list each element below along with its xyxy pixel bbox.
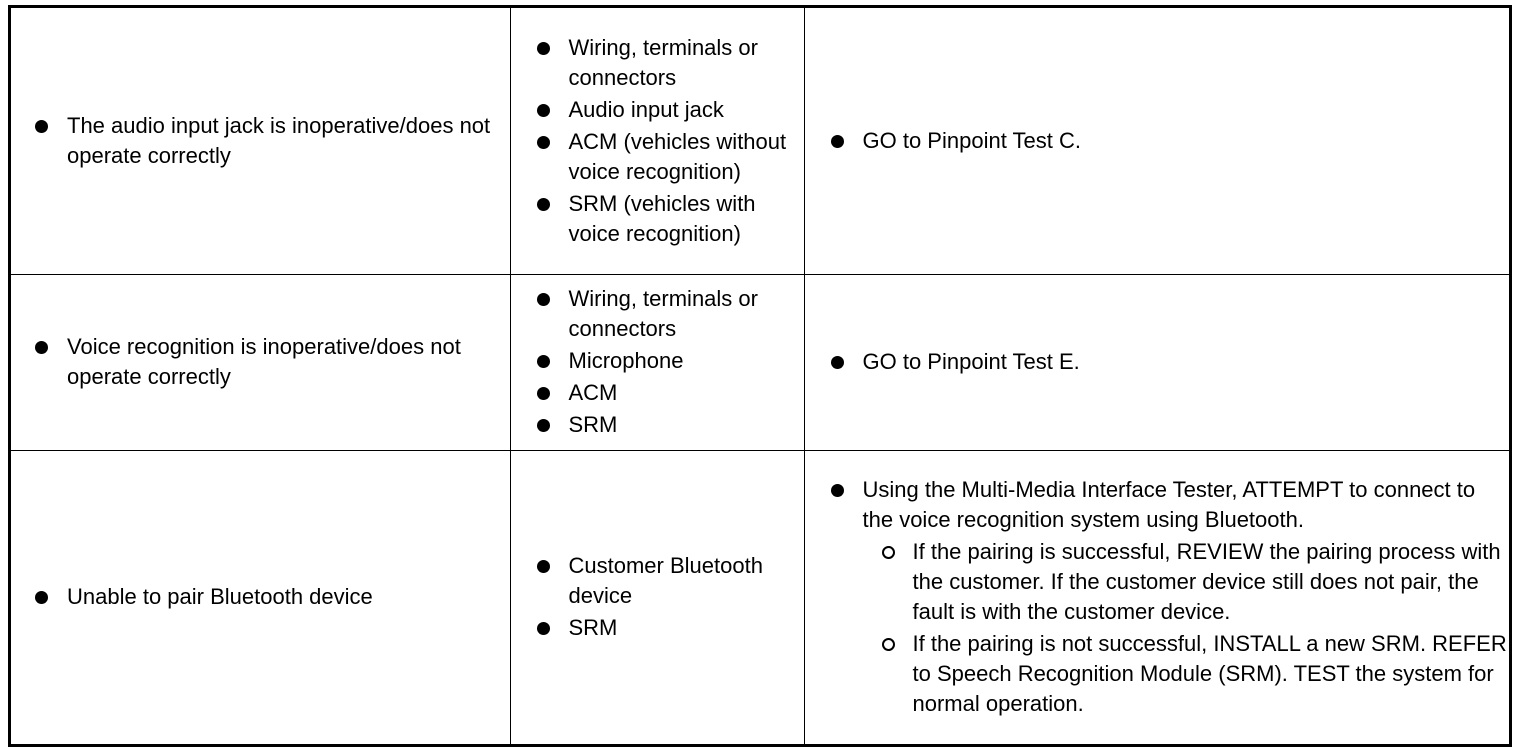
list-item (11, 111, 510, 171)
bullet-icon (537, 387, 550, 400)
list-item (511, 346, 804, 376)
bullet-icon (537, 560, 550, 573)
action-cell (804, 450, 1509, 744)
table-row (11, 274, 1509, 450)
cause-text: SRM (568, 412, 618, 437)
bullet-icon (35, 120, 48, 133)
bullet-icon (537, 42, 550, 55)
list-item (511, 95, 804, 125)
list-item (511, 189, 804, 249)
table-row (11, 450, 1509, 744)
list-item (11, 582, 510, 612)
bullet-icon (831, 484, 844, 497)
bullet-icon (537, 622, 550, 635)
cause-text: Audio input jack (568, 96, 724, 122)
symptom-cell (11, 8, 510, 274)
bullet-icon (537, 355, 550, 368)
list-item (805, 347, 1510, 377)
possible-source-cell (510, 274, 804, 450)
cause-text: SRM (568, 615, 618, 641)
list-item (805, 126, 1510, 156)
cause-text: Microphone (568, 348, 684, 373)
action-text: GO to Pinpoint Test C. (862, 127, 1081, 153)
cause-text: ACM (568, 380, 618, 405)
symptom-chart-table (11, 8, 1509, 744)
cause-text: Wiring, terminals or connectors (568, 286, 758, 341)
table-row (11, 8, 1509, 274)
cause-text: Customer Bluetooth device (568, 553, 763, 609)
sub-action-text: If the pairing is not successful, INSTALL a new SRM. REFER to Speech Recognition Module (SRM). TEST the system for normal operation. (912, 631, 1507, 717)
symptom-text: Unable to pair Bluetooth device (67, 584, 373, 610)
bullet-icon (537, 293, 550, 306)
sub-bullet-icon (882, 638, 895, 651)
cause-text: Wiring, terminals or connectors (568, 34, 758, 90)
list-item (11, 332, 510, 392)
action-text: Using the Multi-Media Interface Tester, ATTEMPT to connect to the voice recognition system using Bluetooth. (862, 477, 1476, 533)
sub-action-text: If the pairing is successful, REVIEW the pairing process with the customer. If the customer device still does not pair, the fault is with the customer device. (912, 539, 1501, 625)
bullet-icon (35, 591, 48, 604)
possible-source-cell (510, 8, 804, 274)
symptom-text: The audio input jack is inoperative/does not operate correctly (67, 112, 491, 168)
cause-text: ACM (vehicles without voice recognition) (568, 128, 787, 184)
cause-text: SRM (vehicles with voice recognition) (568, 190, 756, 246)
list-item (511, 410, 804, 440)
list-item (863, 537, 1510, 627)
bullet-icon (537, 136, 550, 149)
symptom-cell (11, 274, 510, 450)
bullet-icon (831, 356, 844, 369)
symptom-text: Voice recognition is inoperative/does not operate correctly (67, 334, 461, 389)
action-cell (804, 274, 1509, 450)
bullet-icon (537, 198, 550, 211)
possible-source-cell (510, 450, 804, 744)
bullet-icon (537, 104, 550, 117)
action-cell (804, 8, 1509, 274)
list-item (511, 33, 804, 93)
list-item (511, 378, 804, 408)
list-item (511, 284, 804, 344)
symptom-cell (11, 450, 510, 744)
diagnostic-table-frame (8, 5, 1512, 747)
list-item (511, 127, 804, 187)
bullet-icon (35, 341, 48, 354)
list-item (863, 629, 1510, 719)
sub-bullet-icon (882, 546, 895, 559)
sub-action-list (863, 537, 1510, 719)
action-text: GO to Pinpoint Test E. (862, 349, 1080, 374)
list-item (511, 551, 804, 611)
list-item (805, 475, 1510, 719)
list-item (511, 613, 804, 643)
bullet-icon (831, 135, 844, 148)
bullet-icon (537, 419, 550, 432)
